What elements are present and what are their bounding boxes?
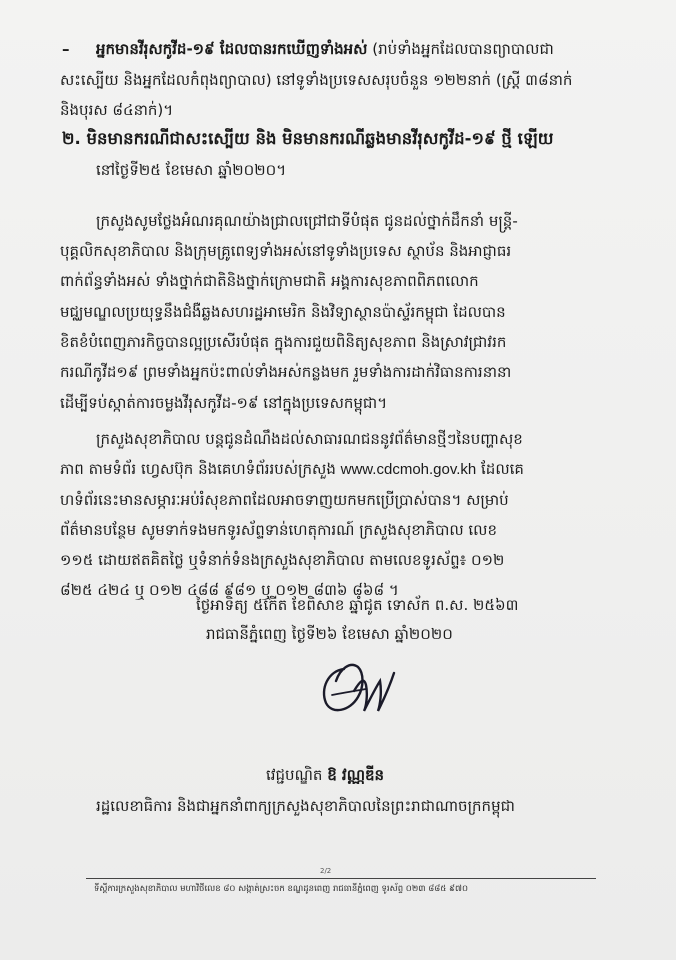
paragraph1-line: ខិតខំបំពេញភារកិច្ចបានល្អប្រសើរបំផុត ក្នុងការជួយពិនិត្យសុខភាព និងស្រាវជ្រាវរក (60, 333, 507, 351)
paragraph1-line: បុគ្គលិកសុខាភិបាល និងក្រុមគ្រូពេទ្យទាំងអស់នៅទូទាំងប្រទេស ស្ថាប័ន និងអាជ្ញាធរ (60, 242, 512, 260)
point2-heading: ២. មិនមានករណីជាសះស្បើយ និង មិនមានករណីឆ្លងមានវីរុសកូវីដ-១៩ ថ្មី ឡើយ (62, 129, 554, 148)
paragraph2-line-3: ហទំព័រនេះមានសម្ភារៈអប់រំសុខភាពដែលអាចទាញយកមកប្រើប្រាស់បាន។ សម្រាប់ (60, 491, 509, 509)
paragraph1-line: ពាក់ព័ន្ធទាំងអស់ ទាំងថ្នាក់ជាតិនិងថ្នាក់ក្រោមជាតិ អង្គការសុខភាពពិភពលោក (60, 272, 479, 290)
paragraph2-line-2-tail: ដែលគេ (481, 460, 524, 478)
signatory-line (266, 764, 384, 786)
footer-address: ទីស្តីការក្រសួងសុខាភិបាល មហាវិថីលេខ ៨០ សង្កាត់ស្រះចក ខណ្ឌដូនពេញ រាជធានីភ្នំពេញ ទូរស័ព្ទ ០២៣ ៨៨៥ ៩៧០ (94, 884, 468, 894)
paragraph2-line-2-text: ភាព តាមទំព័រ ហ្វេសប៊ុក និងគេហទំព័ររបស់ក្រសួង (60, 460, 336, 478)
point2-date-line: នៅថ្ងៃទី២៥ ខែមេសា ឆ្នាំ២០២០។ (96, 161, 287, 179)
paragraph1-line: មជ្ឈមណ្ឌលប្រយុទ្ធនឹងជំងឺឆ្លងសហរដ្ឋអាមេរិក និងវិទ្យាស្ថានប៉ាស្ទ័រកម្ពុជា ដែលបាន (60, 303, 506, 321)
bullet-line-3: និងបុរស ៨៤នាក់)។ (60, 101, 174, 119)
bullet-line-2: សះស្បើយ និងអ្នកដែលកំពុងព្យាបាល) នៅទូទាំងប្រទេសសរុបចំនួន ១២២នាក់ (ស្ត្រី ៣៨នាក់ (60, 71, 573, 89)
website-link[interactable]: www.cdcmoh.gov.kh (340, 461, 477, 478)
paragraph2-line-5: ១១៥ ដោយឥតគិតថ្លៃ ឬទំនាក់ទំនងក្រសួងសុខាភិបាល តាមលេខទូរស័ព្ទ៖ ០១២ (60, 551, 505, 569)
bullet-dash: – (62, 40, 70, 58)
paragraph2-line-1: ក្រសួងសុខាភិបាល បន្តជូនដំណឹងដល់សាធារណជននូវព័ត៌មានថ្មីៗនៃបញ្ហាសុខ (96, 430, 523, 448)
paragraph1-line: ដើម្បីទប់ស្កាត់ការចម្លងវីរុសកូវីដ-១៩ នៅក្នុងប្រទេសកម្ពុជា។ (60, 394, 388, 412)
lunar-date-line: ថ្ងៃអាទិត្យ ៥កើត ខែពិសាខ ឆ្នាំជូត ទោស័ក ព.ស. ២៥៦៣ (196, 596, 519, 614)
signatory-name: ឱ វណ្ណឌីន (327, 766, 385, 784)
paragraph2-line-6: ៨២៥ ៤២៤ ឬ ០១២ ៤៨៨ ៩៨១ ឬ ០១២ ៨៣៦ ៨៦៨ ។ (60, 581, 399, 599)
handwritten-signature (314, 651, 406, 719)
solar-date-line: រាជធានីភ្នំពេញ ថ្ងៃទី២៦ ខែមេសា ឆ្នាំ២០២០ (206, 625, 453, 643)
paragraph1-line: ករណីកូវីដ១៩ ព្រមទាំងអ្នកប៉ះពាល់ទាំងអស់កន្លងមក រួមទាំងការដាក់វិធានការនានា (60, 363, 512, 381)
paragraph1-line: ក្រសួងសូមថ្លែងអំណរគុណយ៉ាងជ្រាលជ្រៅជាទីបំផុត ជូនដល់ថ្នាក់ដឹកនាំ មន្ត្រី- (96, 212, 518, 230)
paragraph2-line-4: ព័ត៌មានបន្ថែម សូមទាក់ទងមកទូរស័ព្ទទាន់ហេតុការណ៍ ក្រសួងសុខាភិបាល លេខ (60, 521, 497, 539)
page-number: 2/2 (320, 867, 332, 875)
signatory-title: រដ្ឋលេខាធិការ និងជាអ្នកនាំពាក្យក្រសួងសុខាភិបាលនៃព្រះរាជាណាចក្រកម្ពុជា (96, 797, 515, 815)
bullet-line-1 (96, 38, 554, 60)
signatory-prefix: វេជ្ជបណ្ឌិត (266, 766, 323, 784)
bullet-bold-text: អ្នកមានវីរុសកូវីដ-១៩ ដែលបានរកឃើញទាំងអស់ (96, 40, 368, 58)
paragraph2-line-2 (60, 458, 524, 481)
footer-divider (86, 878, 596, 879)
bullet-rest-text: (រាប់ទាំងអ្នកដែលបានព្យាបាលជា (372, 40, 554, 58)
